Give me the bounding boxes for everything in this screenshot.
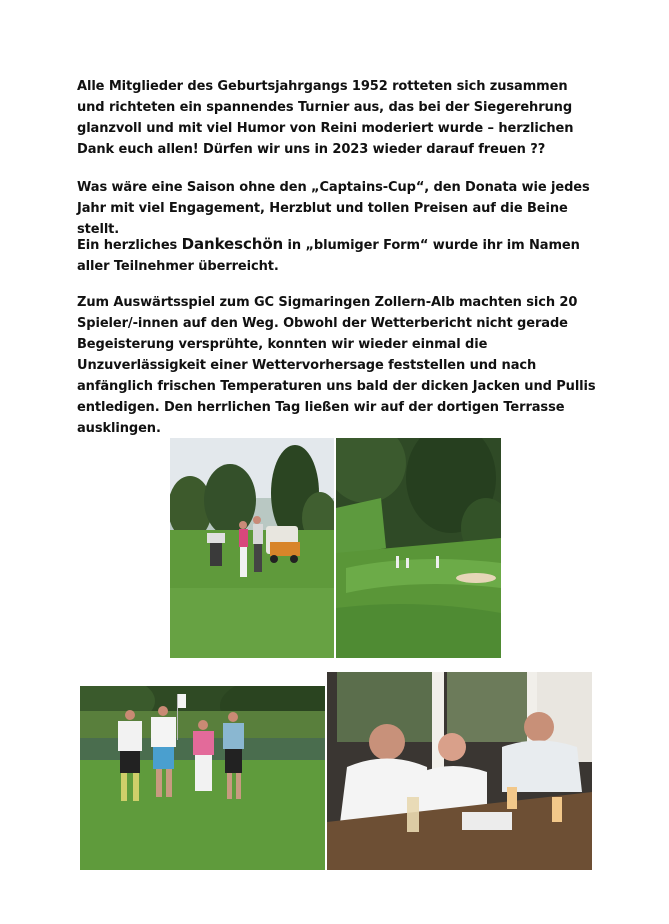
dank-rest-text: in „blumiger Form“ wurde ihr im Namen aller Teilnehmer überreicht.: [77, 238, 580, 274]
paragraph-jahrgang-1952: Alle Mitglieder des Geburtsjahrgangs 1952 rotteten sich zusammen und richteten ein spannendes Turnier aus, das bei der Siegerehrung glanzvoll und mit viel Humor von Reini moderiert wurde – herzlichen Dank euch allen! Dürfen wir uns in 2023 wieder darauf freuen ??: [77, 79, 574, 157]
paragraph-dankeschoen: [77, 234, 597, 277]
dank-intro-text: Ein herzliches: [77, 238, 182, 253]
photo-terrace-table: [327, 672, 592, 870]
photo-four-golfers-green: [80, 686, 325, 870]
photo-golf-cart-fairway: [170, 438, 334, 658]
paragraph-captains-cup: Was wäre eine Saison ohne den „Captains-Cup“, den Donata wie jedes Jahr mit viel Engagement, Herzblut und tollen Preisen auf die Beine stellt.: [77, 180, 590, 237]
dankeschoen-word: Dankeschön: [181, 235, 284, 253]
paragraph-auswaertsspiel: Zum Auswärtsspiel zum GC Sigmaringen Zollern-Alb machten sich 20 Spieler/-innen auf den Weg. Obwohl der Wetterbericht nicht gerade Begeisterung versprühte, konnten wir wieder einmal die Unzuverlässigkeit einer Wettervorhersage feststellen und nach anfänglich frischen Temperaturen uns bald der dicken Jacken und Pullis entledigen. Den herrlichen Tag ließen wir auf der dortigen Terrasse ausklingen.: [77, 295, 596, 436]
photo-golf-green-bunker: [336, 438, 501, 658]
